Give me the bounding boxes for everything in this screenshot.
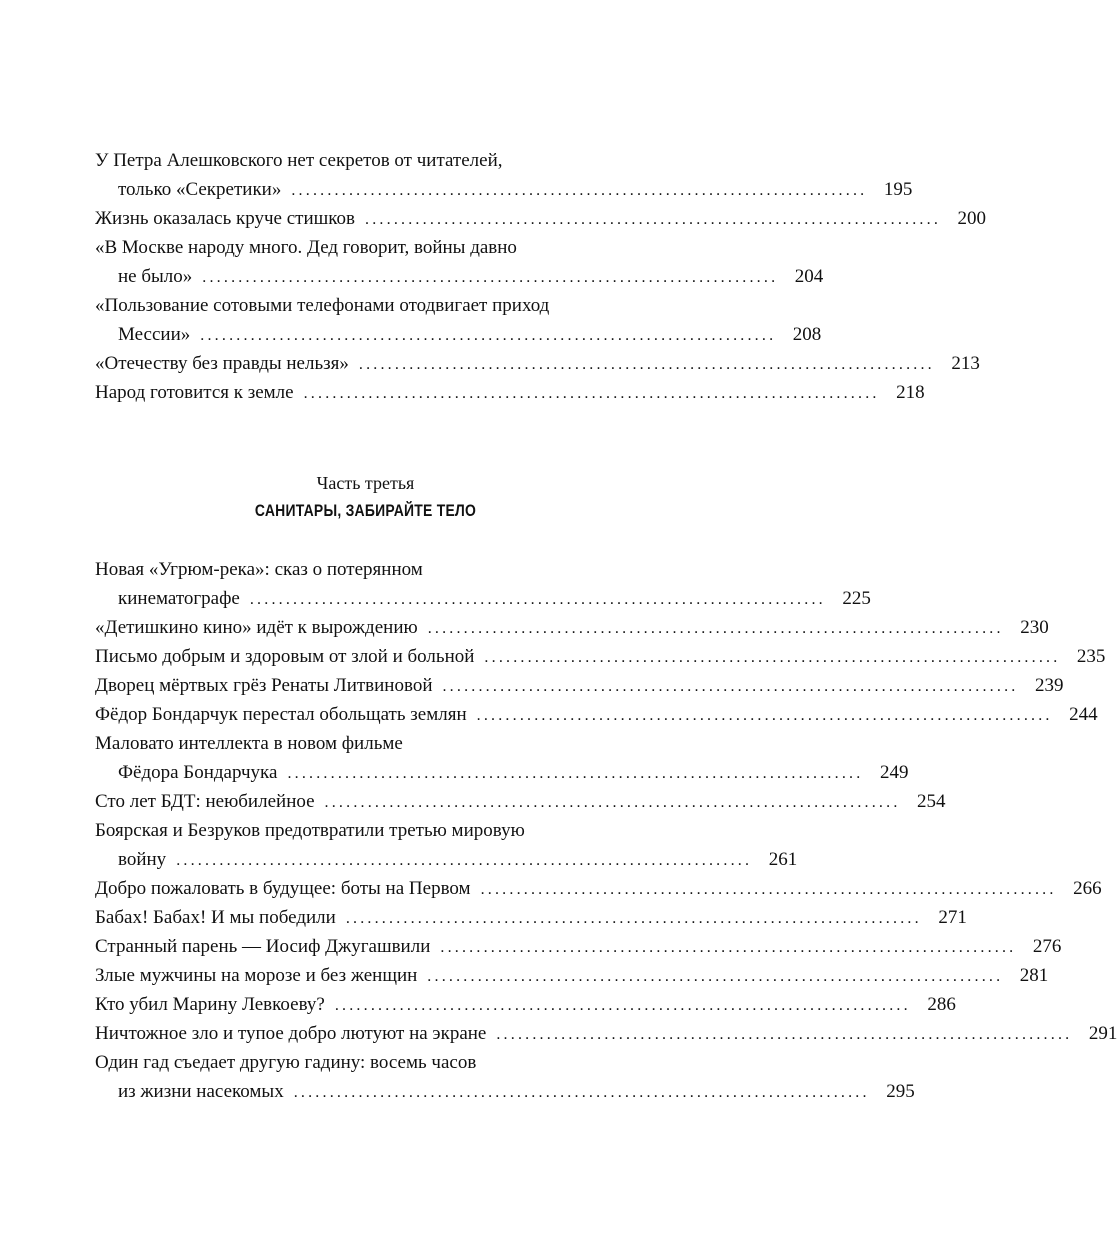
toc-entry-last-line [95, 320, 822, 349]
toc-entry [95, 642, 1106, 671]
toc-entry-title: «В Москве народу много. Дед говорит, войны давно [95, 237, 517, 258]
toc-entry-last-line [95, 903, 967, 932]
page-number: 291 [1088, 1023, 1117, 1044]
toc-list-top [95, 146, 987, 407]
toc-entry-title: из жизни насекомых [118, 1081, 284, 1102]
toc-entry-line [95, 555, 636, 584]
toc-entry-title: только «Секретики» [118, 179, 282, 200]
toc-entry-title: Ничтожное зло и тупое добро лютуют на экране [95, 1023, 487, 1044]
toc-entry-line [95, 729, 636, 758]
toc-entry [95, 378, 925, 407]
page-number: 244 [1069, 704, 1098, 725]
page-number: 230 [1020, 617, 1049, 638]
toc-entry-last-line [95, 1019, 1117, 1048]
toc-entry-title: Фёдора Бондарчука [118, 762, 278, 783]
dot-leader: ................................................................................ [427, 620, 1004, 637]
toc-entry [95, 1019, 1117, 1048]
part-title: САНИТАРЫ, ЗАБИРАЙТЕ ТЕЛО [254, 501, 477, 520]
page-number: 254 [917, 791, 946, 812]
page-number: 295 [886, 1081, 915, 1102]
toc-entry-title: войну [118, 849, 167, 870]
toc-entry-last-line [95, 845, 798, 874]
page-number: 281 [1019, 965, 1049, 986]
toc-entry [95, 1048, 915, 1106]
toc-entry-title: Сто лет БДТ: неюбилейное [95, 791, 315, 812]
toc-entry-title: «Пользование сотовыми телефонами отодвигает приход [95, 295, 550, 316]
dot-leader: ................................................................................ [334, 997, 911, 1014]
toc-entry-last-line [95, 613, 1049, 642]
dot-leader: ................................................................................ [345, 910, 922, 927]
toc-entry-title: Боярская и Безруков предотвратили третью мировую [95, 820, 525, 841]
dot-leader: ................................................................................ [496, 1026, 1073, 1043]
toc-entry-title: Добро пожаловать в будущее: боты на Первом [95, 878, 471, 899]
dot-leader: ................................................................................ [202, 269, 779, 286]
page-number: 200 [957, 208, 987, 229]
page-number: 249 [879, 762, 909, 783]
dot-leader: ................................................................................ [287, 765, 864, 782]
toc-entry [95, 349, 980, 378]
toc-entry-last-line [95, 961, 1049, 990]
toc-entry-title: Жизнь оказалась круче стишков [95, 208, 356, 229]
page-number: 276 [1032, 936, 1062, 957]
page-number: 266 [1073, 878, 1102, 899]
toc-entry-title: Фёдор Бондарчук перестал обольщать землян [95, 704, 467, 725]
toc-entry-last-line [95, 262, 824, 291]
page-number: 235 [1076, 646, 1106, 667]
toc-entry [95, 990, 956, 1019]
dot-leader: ................................................................................ [358, 356, 935, 373]
toc-list-bottom [95, 555, 1117, 1106]
page-number: 204 [794, 266, 824, 287]
part-heading [95, 469, 636, 525]
toc-entry [95, 146, 913, 204]
page-number: 286 [927, 994, 956, 1015]
toc-entry-last-line [95, 990, 956, 1019]
toc-entry-title: Кто убил Марину Левкоеву? [95, 994, 325, 1015]
toc-entry-last-line [95, 787, 946, 816]
toc-entry [95, 671, 1064, 700]
toc-entry-line [95, 816, 636, 845]
page-number: 208 [792, 324, 822, 345]
toc-entry-last-line [95, 700, 1098, 729]
dot-leader: ................................................................................ [442, 678, 1019, 695]
dot-leader: ................................................................................ [365, 211, 942, 228]
toc-entry-last-line [95, 932, 1062, 961]
dot-leader: ................................................................................ [324, 794, 901, 811]
toc-entry-line [95, 233, 636, 262]
toc-entry-title: «Отечеству без правды нельзя» [95, 353, 349, 374]
toc-entry-last-line [95, 584, 871, 613]
dot-leader: ................................................................................ [293, 1084, 870, 1101]
toc-entry-title: Дворец мёртвых грёз Ренаты Литвиновой [95, 675, 433, 696]
toc-entry-last-line [95, 378, 925, 407]
toc-entry-title: Народ готовится к земле [95, 382, 294, 403]
dot-leader: ................................................................................ [480, 881, 1057, 898]
toc-entry [95, 555, 871, 613]
toc-entry [95, 961, 1049, 990]
toc-entry-title: У Петра Алешковского нет секретов от читателей, [95, 150, 503, 171]
toc-entry-title: Письмо добрым и здоровым от злой и больной [95, 646, 475, 667]
toc-entry-title: Странный парень — Иосиф Джугашвили [95, 936, 431, 957]
dot-leader: ................................................................................ [200, 327, 777, 344]
dot-leader: ................................................................................ [303, 385, 880, 402]
toc-entry-title: Злые мужчины на морозе и без женщин [95, 965, 418, 986]
toc-entry [95, 204, 987, 233]
toc-entry [95, 729, 909, 787]
toc-entry [95, 700, 1098, 729]
part-label: Часть третья [316, 473, 415, 493]
toc-entry-title: «Детишкино кино» идёт к вырождению [95, 617, 418, 638]
toc-entry-last-line [95, 874, 1102, 903]
toc-entry-last-line [95, 671, 1064, 700]
toc-entry-title: Мессии» [118, 324, 191, 345]
toc-entry-last-line [95, 1077, 915, 1106]
toc-entry-title: кинематографе [118, 588, 240, 609]
toc-entry [95, 903, 967, 932]
page-number: 213 [951, 353, 980, 374]
toc-entry [95, 874, 1102, 903]
dot-leader: ................................................................................ [249, 591, 826, 608]
toc-entry [95, 233, 824, 291]
toc-entry-title: Бабах! Бабах! И мы победили [95, 907, 336, 928]
toc-entry-title: не было» [118, 266, 193, 287]
page-number: 239 [1034, 675, 1064, 696]
toc-entry [95, 932, 1062, 961]
toc-entry-last-line [95, 642, 1106, 671]
toc-entry-title: Маловато интеллекта в новом фильме [95, 733, 403, 754]
toc-entry-last-line [95, 758, 909, 787]
toc-entry [95, 613, 1049, 642]
toc-entry-line [95, 291, 636, 320]
dot-leader: ................................................................................ [484, 649, 1061, 666]
page-number: 195 [883, 179, 913, 200]
dot-leader: ................................................................................ [291, 182, 868, 199]
toc-entry-line [95, 1048, 636, 1077]
toc-entry-last-line [95, 204, 987, 233]
toc-entry [95, 291, 822, 349]
page-number: 261 [768, 849, 798, 870]
dot-leader: ................................................................................ [440, 939, 1017, 956]
toc-entry-last-line [95, 349, 980, 378]
page-number: 271 [938, 907, 967, 928]
toc-entry-line [95, 146, 636, 175]
page-number: 225 [842, 588, 871, 609]
dot-leader: ................................................................................ [176, 852, 753, 869]
dot-leader: ................................................................................ [476, 707, 1053, 724]
toc-entry-last-line [95, 175, 913, 204]
toc-entry-title: Новая «Угрюм-река»: сказ о потерянном [95, 559, 423, 580]
dot-leader: ................................................................................ [427, 968, 1004, 985]
page-number: 218 [896, 382, 925, 403]
toc-entry [95, 816, 798, 874]
toc-entry [95, 787, 946, 816]
toc-entry-title: Один гад съедает другую гадину: восемь часов [95, 1052, 477, 1073]
